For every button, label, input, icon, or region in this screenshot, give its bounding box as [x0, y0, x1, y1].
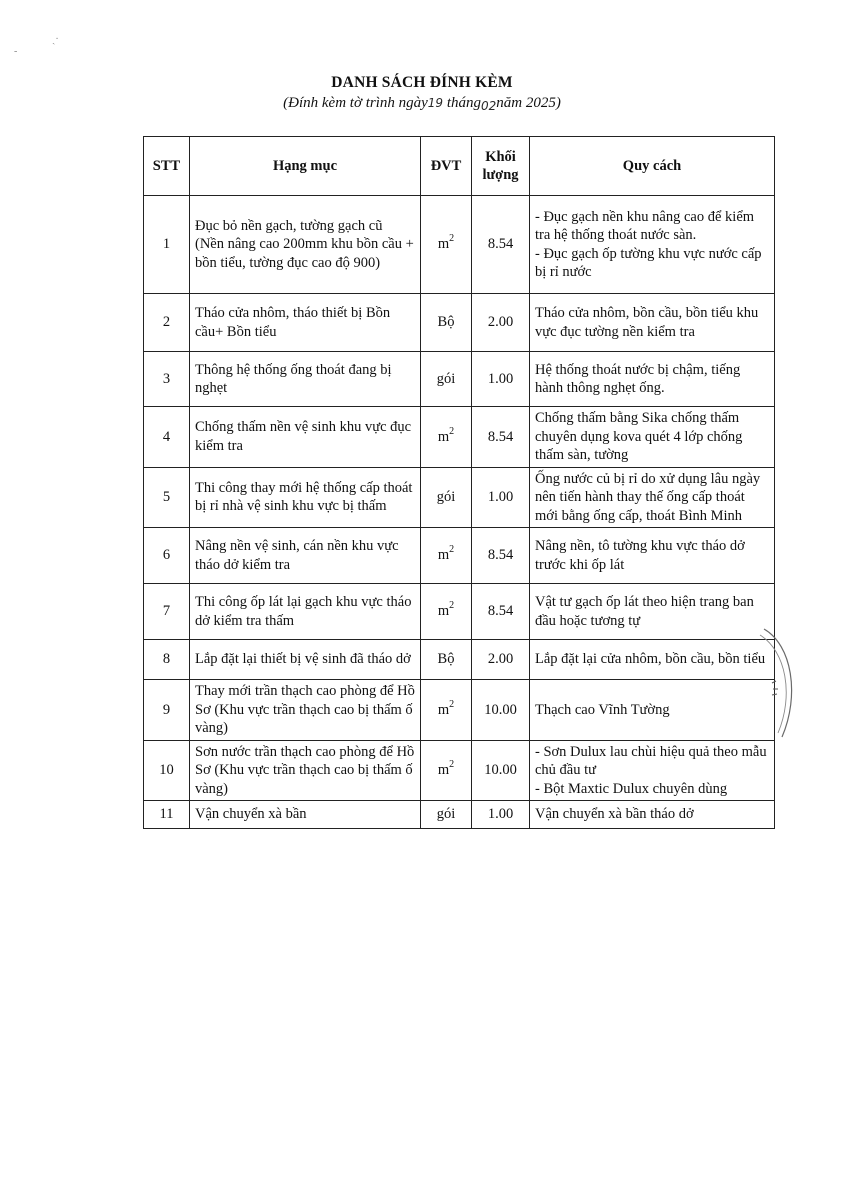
cell-quy-cach	[530, 294, 775, 352]
cell-hang-muc: Lắp đặt lại thiết bị vệ sinh đã tháo dở	[190, 640, 421, 680]
table-row	[144, 528, 775, 584]
quy-cach-line: Lắp đặt lại cửa nhôm, bồn cầu, bồn tiểu	[535, 651, 766, 668]
col-header-quy-cach: Quy cách	[530, 137, 775, 196]
table-row	[144, 584, 775, 640]
subtitle-suffix: năm 2025)	[496, 95, 561, 111]
quy-cach-line: Chống thấm bằng Sika chống thấm chuyên dụng kova quét 4 lớp chống thấm sàn, tường	[535, 410, 743, 463]
cell-dvt	[421, 740, 472, 801]
unit-text: m	[437, 236, 450, 253]
subtitle-month-label: tháng	[446, 95, 481, 111]
stamp-seal	[752, 625, 802, 745]
col-header-dvt: ĐVT	[421, 137, 472, 196]
unit-superscript: 2	[449, 425, 455, 437]
cell-hang-muc: Thi công ốp lát lại gạch khu vực tháo dở kiểm tra thấm	[190, 584, 421, 640]
cell-hang-muc: Thay mới trần thạch cao phòng để Hồ Sơ (Khu vực trần thạch cao bị thấm ố vàng)	[190, 680, 421, 741]
quy-cach-line: Tháo cửa nhôm, bồn cầu, bồn tiểu khu vực đục tường nền kiểm tra	[535, 305, 759, 340]
cell-dvt	[421, 467, 472, 528]
cell-quy-cach	[530, 801, 775, 829]
cell-hang-muc: Vận chuyển xà bần	[190, 801, 421, 829]
table-row	[144, 294, 775, 352]
quy-cach-line: Nâng nền, tô tường khu vực tháo dở trước khi ốp lát	[535, 538, 745, 573]
unit-text: Bộ	[437, 314, 455, 331]
cell-quy-cach	[530, 196, 775, 294]
quy-cach-line: - Đục gạch ốp tường khu vực nước cấp bị rỉ nước	[535, 245, 762, 280]
cell-khoi-luong: 1.00	[472, 352, 530, 407]
cell-khoi-luong: 10.00	[472, 740, 530, 801]
col-header-stt: STT	[144, 137, 190, 196]
cell-quy-cach	[530, 467, 775, 528]
cell-dvt	[421, 640, 472, 680]
cell-khoi-luong: 1.00	[472, 801, 530, 829]
unit-text: m	[437, 428, 450, 445]
quy-cach-line: Hệ thống thoát nước bị chậm, tiếng hành thông nghẹt ống.	[535, 361, 741, 396]
cell-quy-cach	[530, 407, 775, 468]
quy-cach-line: Ống nước củ bị rỉ do xử dụng lâu ngày nên tiến hành thay thế ống cấp thoát mới bằng ống cấp, thoát Bình Minh	[535, 470, 761, 524]
unit-superscript: 2	[449, 544, 455, 556]
cell-dvt	[421, 196, 472, 294]
cell-dvt	[421, 407, 472, 468]
unit-superscript: 2	[449, 600, 455, 612]
cell-quy-cach	[530, 528, 775, 584]
unit-superscript: 2	[449, 759, 455, 771]
cell-stt: 8	[144, 640, 190, 680]
cell-quy-cach	[530, 740, 775, 801]
unit-text: m	[437, 701, 450, 718]
cell-stt: 5	[144, 467, 190, 528]
table-row	[144, 801, 775, 829]
table-row	[144, 640, 775, 680]
cell-stt: 7	[144, 584, 190, 640]
table-header-row	[144, 137, 775, 196]
cell-dvt	[421, 294, 472, 352]
cell-dvt	[421, 352, 472, 407]
cell-hang-muc: Thông hệ thống ống thoát đang bị nghẹt	[190, 352, 421, 407]
quy-cach-line: Vật tư gạch ốp lát theo hiện trang ban đầu hoặc tương tự	[535, 594, 754, 629]
cell-stt: 2	[144, 294, 190, 352]
scan-speck: ‐	[14, 46, 18, 57]
unit-text: m	[437, 762, 450, 778]
col-header-hang-muc: Hạng mục	[190, 137, 421, 196]
cell-hang-muc: Thi công thay mới hệ thống cấp thoát bị rỉ nhà vệ sinh khu vực bị thấm	[190, 467, 421, 528]
cell-stt: 4	[144, 407, 190, 468]
handwritten-month: 02	[481, 99, 497, 113]
table-row	[144, 196, 775, 294]
quy-cach-line: Thạch cao Vĩnh Tường	[535, 701, 670, 718]
col-header-khoi-luong: Khối lượng	[472, 137, 530, 196]
cell-quy-cach	[530, 352, 775, 407]
cell-hang-muc: Tháo cửa nhôm, tháo thiết bị Bồn cầu+ Bồn tiểu	[190, 294, 421, 352]
cell-dvt	[421, 584, 472, 640]
quy-cach-line: - Đục gạch nền khu nâng cao để kiểm tra hệ thống thoát nước sàn.	[535, 208, 755, 243]
cell-khoi-luong: 1.00	[472, 467, 530, 528]
cell-khoi-luong: 2.00	[472, 294, 530, 352]
unit-text: gói	[436, 489, 456, 505]
cell-khoi-luong: 8.54	[472, 407, 530, 468]
cell-khoi-luong: 8.54	[472, 584, 530, 640]
table-row	[144, 680, 775, 741]
unit-superscript: 2	[449, 233, 455, 245]
cell-khoi-luong: 8.54	[472, 528, 530, 584]
attachment-table	[143, 136, 775, 829]
page-subtitle	[0, 95, 844, 112]
quy-cach-line: - Bột Maxtic Dulux chuyên dùng	[535, 780, 728, 797]
cell-stt: 1	[144, 196, 190, 294]
table-row	[144, 740, 775, 801]
subtitle-prefix: (Đính kèm tờ trình ngày	[283, 95, 428, 111]
table-body	[144, 196, 775, 829]
cell-hang-muc: Chống thấm nền vệ sinh khu vực đục kiểm tra	[190, 407, 421, 468]
cell-quy-cach	[530, 584, 775, 640]
cell-khoi-luong: 10.00	[472, 680, 530, 741]
table-row	[144, 467, 775, 528]
page-title: DANH SÁCH ĐÍNH KÈM	[331, 74, 513, 91]
quy-cach-line: Vận chuyển xà bần tháo dở	[535, 806, 694, 823]
unit-text: m	[437, 547, 450, 564]
cell-dvt	[421, 680, 472, 741]
cell-stt: 11	[144, 801, 190, 829]
unit-text: m	[437, 603, 450, 620]
unit-superscript: 2	[449, 698, 455, 710]
cell-hang-muc: Sơn nước trần thạch cao phòng để Hồ Sơ (Khu vực trần thạch cao bị thấm ố vàng)	[190, 740, 421, 801]
cell-hang-muc: Nâng nền vệ sinh, cán nền khu vực tháo dở kiểm tra	[190, 528, 421, 584]
cell-khoi-luong: 2.00	[472, 640, 530, 680]
cell-hang-muc: Đục bỏ nền gạch, tường gạch cũ (Nền nâng cao 200mm khu bồn cầu + bồn tiểu, tường đục cao độ 900)	[190, 196, 421, 294]
cell-dvt	[421, 528, 472, 584]
cell-quy-cach	[530, 640, 775, 680]
unit-text: gói	[436, 806, 456, 823]
table-row	[144, 352, 775, 407]
cell-quy-cach	[530, 680, 775, 741]
cell-khoi-luong: 8.54	[472, 196, 530, 294]
cell-dvt	[421, 801, 472, 829]
unit-text: gói	[436, 370, 456, 387]
table-row	[144, 407, 775, 468]
cell-stt: 9	[144, 680, 190, 741]
cell-stt: 6	[144, 528, 190, 584]
quy-cach-line: - Sơn Dulux lau chùi hiệu quả theo mẫu chủ đầu tư	[535, 743, 767, 778]
scan-speck: ˎ·	[52, 34, 59, 45]
handwritten-day: 19	[427, 96, 444, 110]
cell-stt: 3	[144, 352, 190, 407]
unit-text: Bộ	[437, 651, 455, 668]
cell-stt: 10	[144, 740, 190, 801]
